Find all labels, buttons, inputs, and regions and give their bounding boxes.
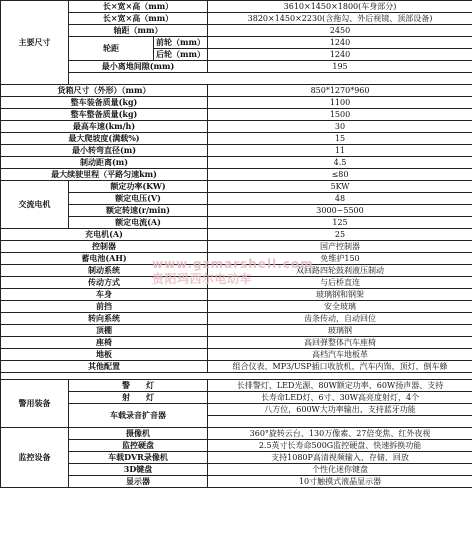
row-value: 长排警灯，LED光源、80W额定功率、60W扬声器、支持 xyxy=(208,380,472,392)
row-value: 850*1270*960 xyxy=(208,85,472,97)
row-value: 1500 xyxy=(208,109,472,121)
row-value: 3610×1450×1800(车身部分) xyxy=(208,1,472,13)
row-label: 警 灯 xyxy=(69,380,208,392)
table-row xyxy=(1,265,472,277)
group-motor: 交流电机 xyxy=(1,181,69,229)
table-row xyxy=(1,121,472,133)
row-label: 额定转速(r/min) xyxy=(69,205,208,217)
row-label: 其他配置 xyxy=(1,361,208,373)
row-value: 25 xyxy=(208,229,472,241)
table-row xyxy=(1,404,472,416)
row-value: 15 xyxy=(208,133,472,145)
row-label: 前挡 xyxy=(1,301,208,313)
row-label: 后轮（mm） xyxy=(154,49,208,61)
row-label: 额定电压(V) xyxy=(69,193,208,205)
track-label: 轮距 xyxy=(69,37,154,61)
row-value: 玻璃钢和钢架 xyxy=(208,289,472,301)
table-row xyxy=(1,145,472,157)
row-value: 组合仪表、MP3/USP插口收放机、汽车内饰、顶灯、倒车蜂 xyxy=(208,361,472,373)
row-label: 车载DVR录像机 xyxy=(69,452,208,464)
row-value: 48 xyxy=(208,193,472,205)
row-value: 玻璃钢 xyxy=(208,325,472,337)
row-label: 长×宽×高（mm） xyxy=(69,13,208,25)
row-label: 货箱尺寸（外形）（mm） xyxy=(1,85,208,97)
table-row xyxy=(1,193,472,205)
row-value: 免维护150 xyxy=(208,253,472,265)
row-value: 1240 xyxy=(208,37,472,49)
table-row xyxy=(1,169,472,181)
table-row xyxy=(1,97,472,109)
table-row xyxy=(1,428,472,440)
row-value: 5KW xyxy=(208,181,472,193)
row-value: 4.5 xyxy=(208,157,472,169)
table-row xyxy=(1,349,472,361)
row-label: 最高车速(km/h) xyxy=(1,121,208,133)
row-value: 125 xyxy=(208,217,472,229)
row-label: 充电机(A) xyxy=(1,229,208,241)
table-row xyxy=(1,392,472,404)
table-row xyxy=(1,452,472,464)
row-value: 360°旋转云台、130万像素、27倍变焦、红外夜视 xyxy=(208,428,472,440)
table-row xyxy=(1,181,472,193)
row-label: 制动距离(m) xyxy=(1,157,208,169)
row-value: 11 xyxy=(208,145,472,157)
table-row xyxy=(1,1,472,13)
table-row xyxy=(1,13,472,25)
row-value: 10寸触摸式液晶显示器 xyxy=(208,476,472,488)
row-value: 2.5英寸长寿命500G监控硬盘、快速拆换功能 xyxy=(208,440,472,452)
row-label: 额定电流(A) xyxy=(69,217,208,229)
row-label: 转向系统 xyxy=(1,313,208,325)
row-label: 车身 xyxy=(1,289,208,301)
row-label: 3D键盘 xyxy=(69,464,208,476)
table-row xyxy=(1,133,472,145)
watermark-name: 贵阳玛西尔电动车 xyxy=(152,272,253,286)
table-row xyxy=(1,380,472,392)
table-row xyxy=(1,157,472,169)
row-value: 3820×1450×2230(含拖勾、外后视镜、顶部设备) xyxy=(208,13,472,25)
row-value: 195 xyxy=(208,61,472,73)
row-value: 长寿命LED灯、6寸、30W高亮度射灯，4个 xyxy=(208,392,472,404)
row-label: 射 灯 xyxy=(69,392,208,404)
table-row xyxy=(1,109,472,121)
row-label: 地板 xyxy=(1,349,208,361)
row-value: 2450 xyxy=(208,25,472,37)
table-row xyxy=(1,301,472,313)
spacer-row xyxy=(1,73,472,85)
table-row xyxy=(1,440,472,452)
row-label: 整车装备质量(kg) xyxy=(1,97,208,109)
watermark-url: www.gzmarshell.com xyxy=(152,257,314,271)
row-value: 高回弹整体汽车座椅 xyxy=(208,337,472,349)
row-value: 30 xyxy=(208,121,472,133)
row-label: 前轮（mm） xyxy=(154,37,208,49)
table-row xyxy=(1,229,472,241)
row-value: ≤80 xyxy=(208,169,472,181)
row-value: 齿条传动，自动回位 xyxy=(208,313,472,325)
row-label: 传动方式 xyxy=(1,277,208,289)
table-row xyxy=(1,37,472,49)
group-police: 警用装备 xyxy=(1,380,69,428)
table-row xyxy=(1,361,472,373)
row-value: 国产控制器 xyxy=(208,241,472,253)
row-label: 监控硬盘 xyxy=(69,440,208,452)
table-row xyxy=(1,337,472,349)
row-value: 安全玻璃 xyxy=(208,301,472,313)
row-value: 个性化迷你键盘 xyxy=(208,464,472,476)
row-label: 长×宽×高（mm） xyxy=(69,1,208,13)
table-row xyxy=(1,313,472,325)
row-label: 额定功率(KW) xyxy=(69,181,208,193)
row-label: 整车整备质量(kg) xyxy=(1,109,208,121)
table-row xyxy=(1,277,472,289)
row-value: 八方位，600W大功率输出、支持蓝牙功能 xyxy=(208,404,472,416)
group-main-size: 主要尺寸 xyxy=(1,1,69,85)
row-label: 最小转弯直径(m) xyxy=(1,145,208,157)
table-row xyxy=(1,25,472,37)
row-value: 1100 xyxy=(208,97,472,109)
row-label: 控制器 xyxy=(1,241,208,253)
row-label: 蓄电池(AH) xyxy=(1,253,208,265)
table-row xyxy=(1,476,472,488)
row-value: 3000~5500 xyxy=(208,205,472,217)
row-value: 1240 xyxy=(208,49,472,61)
table-row xyxy=(1,61,472,73)
row-value: 高档汽车地板革 xyxy=(208,349,472,361)
table-row xyxy=(1,289,472,301)
table-row xyxy=(1,253,472,265)
row-label: 最小离地间隙(mm) xyxy=(69,61,208,73)
spacer-row xyxy=(1,373,472,380)
table-row xyxy=(1,241,472,253)
row-label: 摄像机 xyxy=(69,428,208,440)
row-value: 支持1080P高清视频输入、存储、回放 xyxy=(208,452,472,464)
row-label: 显示器 xyxy=(69,476,208,488)
row-label: 最大续驶里程（平路匀速km) xyxy=(1,169,208,181)
row-label: 座椅 xyxy=(1,337,208,349)
table-row xyxy=(1,464,472,476)
group-monitor: 监控设备 xyxy=(1,428,69,488)
row-label: 车载录音扩音器 xyxy=(69,404,208,428)
row-label: 顶棚 xyxy=(1,325,208,337)
table-row xyxy=(1,205,472,217)
row-value: 与后桥直连 xyxy=(208,277,472,289)
row-label: 轴距（mm） xyxy=(69,25,208,37)
row-label: 制动系统 xyxy=(1,265,208,277)
row-value: 双回路四轮鼓刹液压制动 xyxy=(208,265,472,277)
row-label: 最大爬坡度(满载%) xyxy=(1,133,208,145)
table-row xyxy=(1,85,472,97)
table-row xyxy=(1,325,472,337)
table-row xyxy=(1,217,472,229)
